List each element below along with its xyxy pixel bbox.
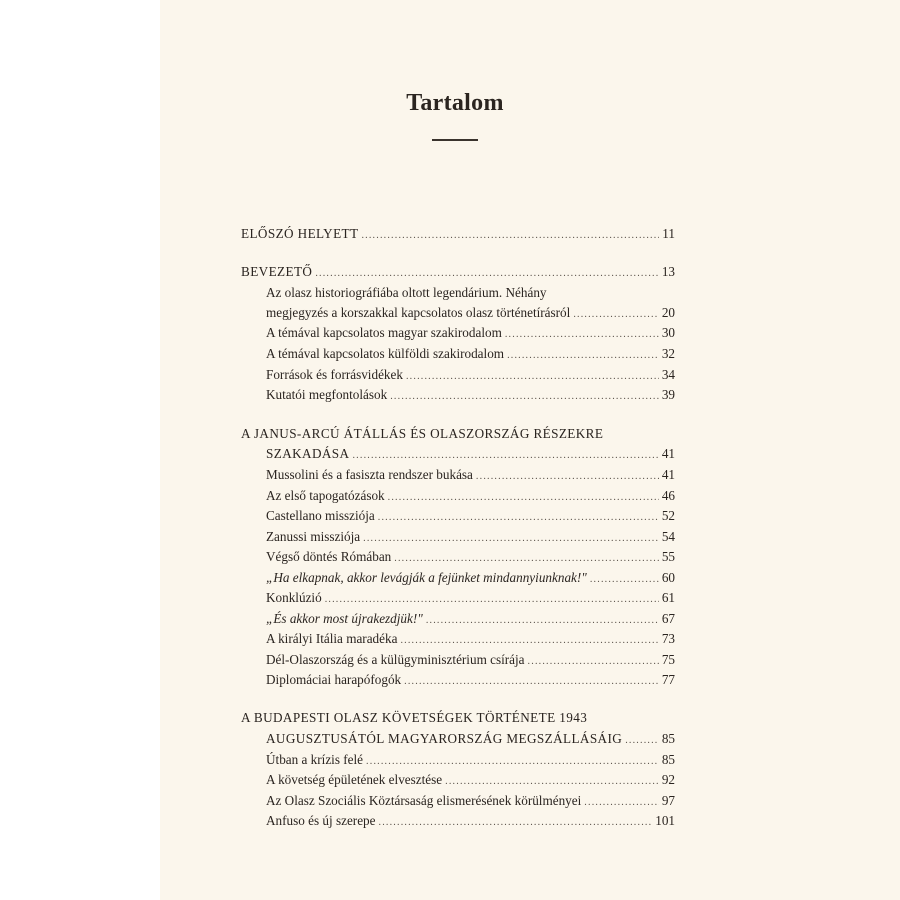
toc-entry-title: A témával kapcsolatos külföldi szakirodalom [266, 346, 505, 361]
toc-leader-dots [363, 530, 659, 548]
toc-entry-title: Dél-Olaszország és a külügyminisztérium csírája [266, 652, 525, 667]
toc-entry-title: Anfuso és új szerepe [266, 813, 376, 828]
toc-entry [266, 304, 675, 322]
toc-entry-title: BEVEZETŐ [241, 264, 313, 279]
toc-page-number: 46 [661, 488, 675, 503]
toc-page-number: 75 [661, 652, 675, 667]
toc-entry-title: Diplomáciai harapófogók [266, 672, 402, 687]
toc-leader-dots [366, 753, 659, 771]
page-title: Tartalom [406, 90, 504, 116]
toc-leader-dots [390, 388, 659, 406]
title-underline [432, 139, 478, 141]
toc-entry-title: Az Olasz Szociális Köztársaság elismerésének körülményei [266, 793, 582, 808]
toc-entry-title: megjegyzés a korszakkal kapcsolatos olasz történetírásról [266, 305, 571, 320]
toc-page-number: 41 [661, 446, 675, 461]
toc-page-number: 20 [661, 305, 675, 320]
toc-entry-title: ELŐSZÓ HELYETT [241, 226, 359, 241]
toc-entry-eloszo [241, 225, 675, 243]
toc-leader-dots [406, 368, 659, 386]
toc-entry-title: Az első tapogatózások [266, 488, 385, 503]
toc-leader-dots [445, 773, 659, 791]
toc-entry [266, 466, 675, 484]
toc-entry-title: Útban a krízis felé [266, 752, 364, 767]
toc-leader-dots [379, 814, 653, 832]
toc-leader-dots [404, 673, 659, 691]
toc-entry [266, 751, 675, 769]
toc-leader-dots [394, 550, 659, 568]
toc-page-number: 97 [661, 793, 675, 808]
toc-entry [266, 671, 675, 689]
toc-entry-title: Kutatói megfontolások [266, 387, 388, 402]
toc-entry [266, 630, 675, 648]
toc-page-number: 13 [661, 264, 675, 279]
toc-leader-dots [388, 489, 659, 507]
toc-leader-dots [378, 509, 659, 527]
toc-page-number: 85 [661, 752, 675, 767]
toc-entry [266, 548, 675, 566]
toc-entry-title: Konklúzió [266, 590, 322, 605]
toc-page-number: 11 [662, 226, 675, 241]
toc-entry-title: Végső döntés Rómában [266, 549, 392, 564]
toc-entry-title: A témával kapcsolatos magyar szakirodalom [266, 325, 502, 340]
toc-page-number: 92 [661, 772, 675, 787]
toc-entry [266, 528, 675, 546]
toc-page-number: 55 [661, 549, 675, 564]
toc-entry-title: SZAKADÁSA [266, 446, 350, 461]
toc-leader-dots [361, 227, 659, 245]
toc-leader-dots [476, 468, 659, 486]
toc-page-number: 67 [661, 611, 675, 626]
toc-leader-dots [573, 306, 659, 324]
toc-entry [266, 771, 675, 789]
toc-page-number: 60 [661, 570, 675, 585]
toc-leader-dots [400, 632, 658, 650]
toc-chapter-title-line1: A BUDAPESTI OLASZ KÖVETSÉGEK TÖRTÉNETE 1943 [241, 710, 588, 725]
toc-page-number: 54 [661, 529, 675, 544]
toc-entry-title: „Ha elkapnak, akkor levágják a fejünket mindannyiunknak!" [266, 570, 587, 585]
toc-entry [266, 569, 675, 587]
toc-entry-janus [266, 445, 675, 463]
toc-page-number: 41 [661, 467, 675, 482]
toc-entry [266, 610, 675, 628]
toc-page-number: 30 [661, 325, 675, 340]
toc-entry [266, 792, 675, 810]
toc-entry [266, 651, 675, 669]
toc-leader-dots [352, 447, 658, 465]
toc-leader-dots [315, 265, 658, 283]
toc-page-number: 52 [661, 508, 675, 523]
toc-entry [266, 589, 675, 607]
toc-leader-dots [590, 571, 659, 589]
toc-leader-dots [528, 653, 659, 671]
toc-page-number: 34 [661, 367, 675, 382]
toc-entry-title: Castellano missziója [266, 508, 375, 523]
toc-entry [266, 507, 675, 525]
toc-leader-dots [625, 732, 659, 750]
toc-leader-dots [325, 591, 659, 609]
toc-entry [266, 386, 675, 404]
toc-entry-title: AUGUSZTUSÁTÓL MAGYARORSZÁG MEGSZÁLLÁSÁIG [266, 731, 623, 746]
toc-entry [266, 812, 675, 830]
toc-page-number: 101 [655, 813, 675, 828]
toc-leader-dots [505, 326, 659, 344]
toc-entry-title: A követség épületének elvesztése [266, 772, 443, 787]
toc-entry-budapest [266, 730, 675, 748]
toc-entry [266, 366, 675, 384]
toc-entry-bevezeto [241, 263, 675, 281]
toc-leader-dots [426, 612, 659, 630]
toc-entry-title: „És akkor most újrakezdjük!" [266, 611, 423, 626]
toc-entry-title: Források és forrásvidékek [266, 367, 403, 382]
toc-entry [266, 324, 675, 342]
toc-page-number: 39 [661, 387, 675, 402]
toc-entry [266, 487, 675, 505]
toc-entry-title: Mussolini és a fasiszta rendszer bukása [266, 467, 473, 482]
toc-entry-title: Zanussi missziója [266, 529, 361, 544]
toc-leader-dots [507, 347, 659, 365]
toc-entry [266, 345, 675, 363]
toc-page-number: 77 [661, 672, 675, 687]
toc-leader-dots [584, 794, 659, 812]
toc-entry-title: A királyi Itália maradéka [266, 631, 398, 646]
toc-entry-title-line1: Az olasz historiográfiába oltott legendárium. Néhány [266, 285, 547, 300]
toc-page-number: 73 [661, 631, 675, 646]
toc-page-number: 61 [661, 590, 675, 605]
toc-page-number: 32 [661, 346, 675, 361]
toc-chapter-title-line1: A JANUS-ARCÚ ÁTÁLLÁS ÉS OLASZORSZÁG RÉSZEKRE [241, 426, 604, 441]
toc-page-number: 85 [661, 731, 675, 746]
